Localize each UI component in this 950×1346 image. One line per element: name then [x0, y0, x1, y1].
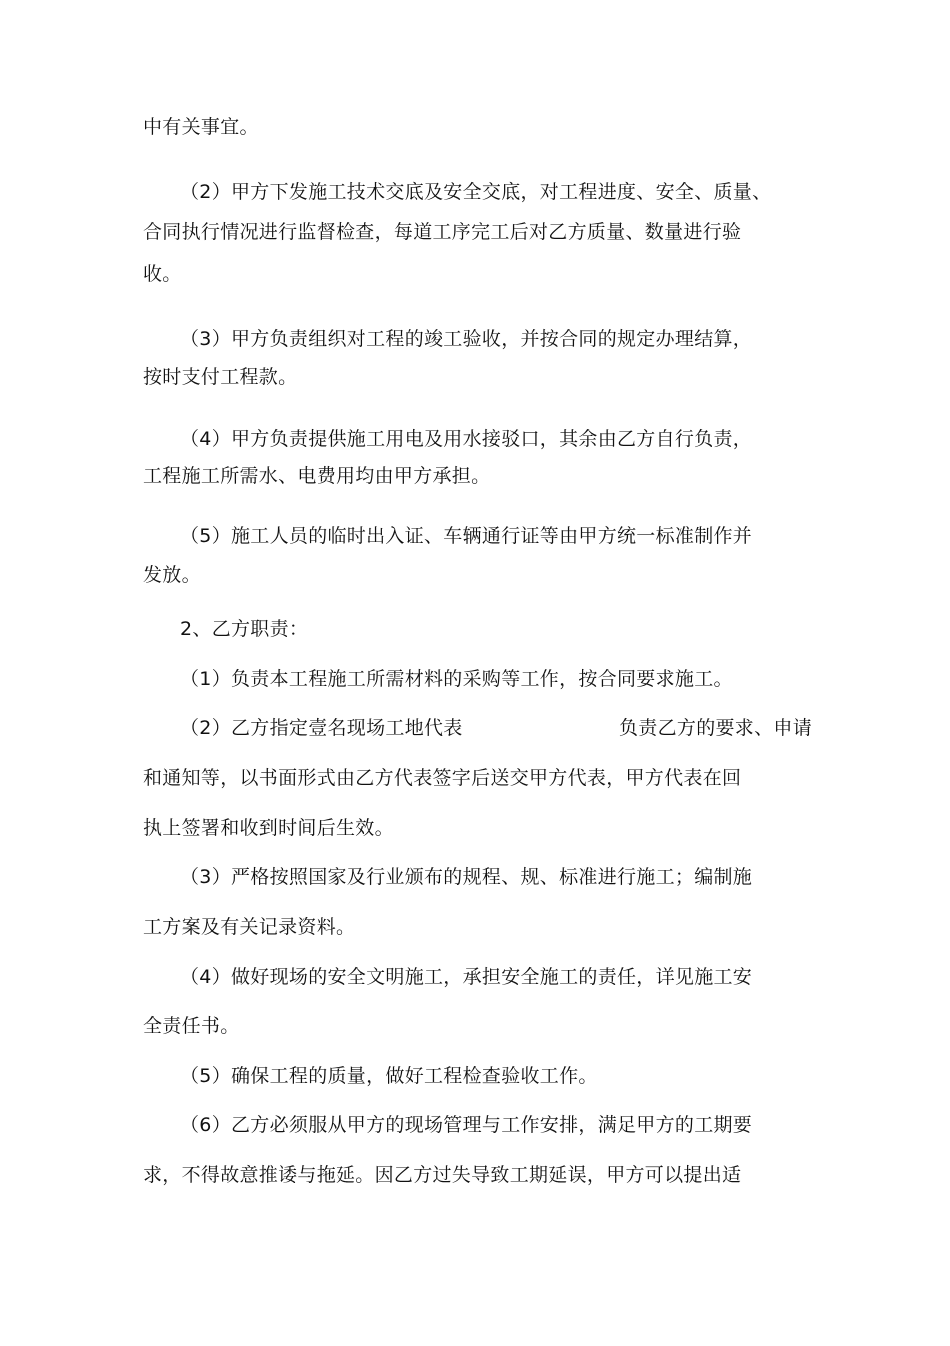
text-line: 求，不得故意推诿与拖延。因乙方过失导致工期延误，甲方可以提出适: [143, 1164, 742, 1186]
text-line: （3）严格按照国家及行业颁布的规程、规、标准进行施工；编制施: [180, 866, 753, 888]
text-line: （1）负责本工程施工所需材料的采购等工作，按合同要求施工。: [180, 668, 733, 690]
text-line: 和通知等，以书面形式由乙方代表签字后送交甲方代表，甲方代表在回: [143, 767, 742, 789]
text-line: 负责乙方的要求、申请: [619, 717, 813, 739]
text-line: （4）甲方负责提供施工用电及用水接驳口，其余由乙方自行负责，: [180, 428, 753, 450]
section-heading: 2、乙方职责：: [180, 618, 309, 640]
text-line: 全责任书。: [143, 1015, 240, 1037]
text-line: 合同执行情况进行监督检查，每道工序完工后对乙方质量、数量进行验: [143, 221, 742, 243]
text-line: 中有关事宜。: [143, 116, 259, 138]
text-line: 执上签署和收到时间后生效。: [143, 817, 394, 839]
text-line: （5）施工人员的临时出入证、车辆通行证等由甲方统一标准制作并: [180, 525, 753, 547]
text-line: （6）乙方必须服从甲方的现场管理与工作安排，满足甲方的工期要: [180, 1114, 753, 1136]
text-line: 工程施工所需水、电费用均由甲方承担。: [143, 465, 491, 487]
text-line: （2）甲方下发施工技术交底及安全交底，对工程进度、安全、质量、: [180, 181, 772, 203]
text-line: （2）乙方指定壹名现场工地代表: [180, 717, 463, 739]
text-line: （4）做好现场的安全文明施工，承担安全施工的责任，详见施工安: [180, 966, 753, 988]
text-line: 按时支付工程款。: [143, 366, 298, 388]
text-line: 发放。: [143, 564, 201, 586]
text-line: 工方案及有关记录资料。: [143, 916, 356, 938]
text-line: （5）确保工程的质量，做好工程检查验收工作。: [180, 1065, 598, 1087]
text-line: （3）甲方负责组织对工程的竣工验收，并按合同的规定办理结算，: [180, 328, 753, 350]
text-line: 收。: [143, 263, 182, 285]
